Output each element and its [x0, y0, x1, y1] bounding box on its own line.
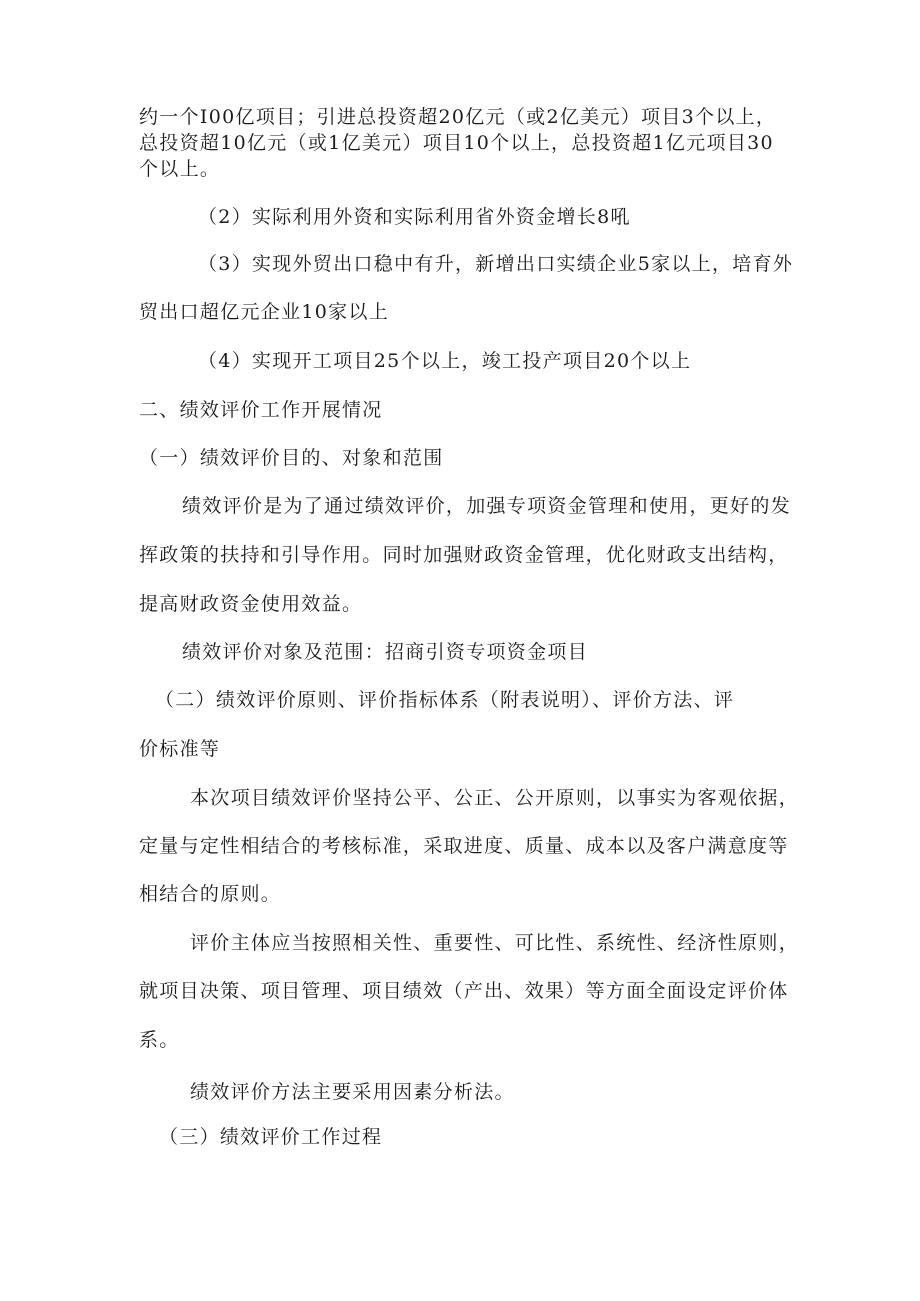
subsection-heading-cont: 价标准等: [139, 738, 221, 760]
paragraph-line: 挥政策的扶持和引导作用。同时加强财政资金管理，优化财政支出结构，: [139, 544, 789, 566]
paragraph-line: 提高财政资金使用效益。: [139, 593, 363, 615]
paragraph-line: 系。: [139, 1029, 180, 1051]
list-item-2: （2）实际利用外资和实际利用省外资金增长8吼: [198, 206, 631, 228]
section-heading: 二、绩效评价工作开展情况: [139, 399, 383, 421]
list-item-4: （4）实现开工项目25个以上，竣工投产项目20个以上: [198, 350, 692, 372]
text-line: 约一个I00亿项目；引进总投资超20亿元（或2亿美元）项目3个以上，: [139, 106, 777, 128]
subsection-heading: （三）绩效评价工作过程: [159, 1126, 383, 1148]
paragraph-line: 就项目决策、项目管理、项目绩效（产出、效果）等方面全面设定评价体: [139, 980, 789, 1002]
subsection-heading: （二）绩效评价原则、评价指标体系（附表说明）、评价方法、评: [155, 689, 735, 711]
text-line: 贸出口超亿元企业10家以上: [139, 301, 390, 323]
paragraph-line: 评价主体应当按照相关性、重要性、可比性、系统性、经济性原则，: [190, 932, 800, 954]
paragraph-line: 定量与定性相结合的考核标准，采取进度、质量、成本以及客户满意度等: [139, 835, 789, 857]
text-line: 个以上。: [139, 158, 221, 180]
paragraph-line: 本次项目绩效评价坚持公平、公正、公开原则，以事实为客观依据，: [190, 787, 800, 809]
paragraph-line: 绩效评价方法主要采用因素分析法。: [190, 1081, 515, 1103]
paragraph-line: 绩效评价是为了通过绩效评价，加强专项资金管理和使用，更好的发: [182, 495, 792, 517]
paragraph-line: 绩效评价对象及范围：招商引资专项资金项目: [182, 641, 589, 663]
text-line: 总投资超10亿元（或1亿美元）项目10个以上，总投资超1亿元项目30: [139, 132, 774, 154]
subsection-heading: （一）绩效评价目的、对象和范围: [139, 447, 444, 469]
list-item-3: （3）实现外贸出口稳中有升，新增出口实绩企业5家以上，培育外: [198, 253, 794, 275]
paragraph-line: 相结合的原则。: [139, 883, 282, 905]
